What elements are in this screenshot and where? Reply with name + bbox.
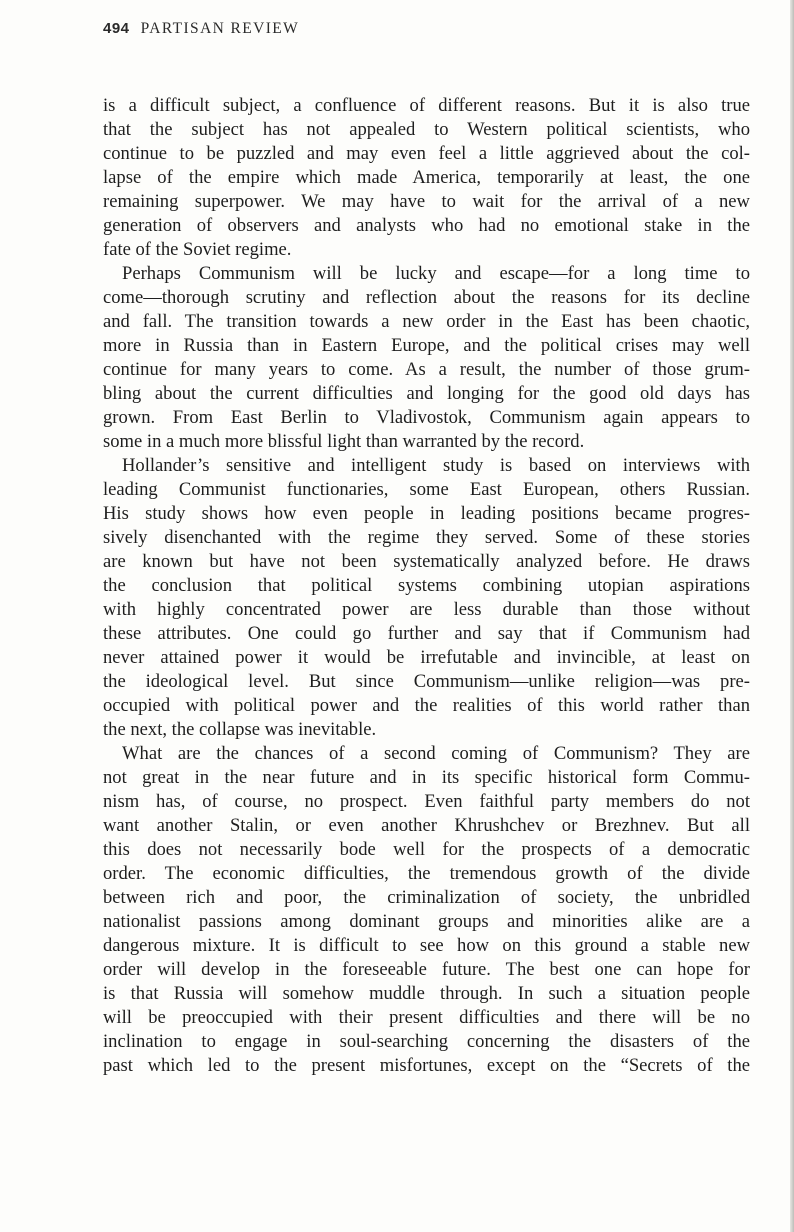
text-line: order. The economic difficulties, the tremendous growth of the divide	[103, 863, 750, 884]
text-line: occupied with political power and the realities of this world rather than	[103, 695, 750, 716]
text-line: Hollander’s sensitive and intelligent study is based on interviews with	[122, 455, 750, 476]
page-number: 494	[103, 20, 130, 37]
text-line: want another Stalin, or even another Khrushchev or Brezhnev. But all	[103, 815, 750, 836]
text-line: leading Communist functionaries, some East European, others Russian.	[103, 479, 750, 500]
text-line: past which led to the present misfortunes, except on the “Secrets of the	[103, 1055, 750, 1076]
page-edge-shadow	[790, 0, 794, 1232]
text-line: the conclusion that political systems combining utopian aspirations	[103, 575, 750, 596]
text-line: nationalist passions among dominant groups and minorities alike are a	[103, 911, 750, 932]
text-line: is that Russia will somehow muddle through. In such a situation people	[103, 983, 750, 1004]
journal-title: PARTISAN REVIEW	[140, 20, 300, 37]
text-line: and fall. The transition towards a new order in the East has been chaotic,	[103, 311, 750, 332]
text-line: Perhaps Communism will be lucky and escape—for a long time to	[122, 263, 750, 284]
paragraph	[103, 262, 750, 454]
paragraph	[103, 742, 750, 1078]
text-line: never attained power it would be irrefutable and invincible, at least on	[103, 647, 750, 668]
text-line: lapse of the empire which made America, temporarily at least, the one	[103, 167, 750, 188]
text-line: the ideological level. But since Communism—unlike religion—was pre-	[103, 671, 750, 692]
running-head	[103, 18, 299, 38]
text-line: come—thorough scrutiny and reflection about the reasons for its decline	[103, 287, 750, 308]
text-line: will be preoccupied with their present difficulties and there will be no	[103, 1007, 750, 1028]
text-line: dangerous mixture. It is difficult to see how on this ground a stable new	[103, 935, 750, 956]
text-line: continue for many years to come. As a result, the number of those grum-	[103, 359, 750, 380]
paragraph	[103, 454, 750, 742]
text-line: fate of the Soviet regime.	[103, 239, 292, 260]
text-line: this does not necessarily bode well for the prospects of a democratic	[103, 839, 750, 860]
text-line: inclination to engage in soul-searching concerning the disasters of the	[103, 1031, 750, 1052]
text-line: order will develop in the foreseeable future. The best one can hope for	[103, 959, 750, 980]
text-line: grown. From East Berlin to Vladivostok, Communism again appears to	[103, 407, 750, 428]
text-line: these attributes. One could go further and say that if Communism had	[103, 623, 750, 644]
text-line: continue to be puzzled and may even feel a little aggrieved about the col-	[103, 143, 750, 164]
text-line: is a difficult subject, a confluence of different reasons. But it is also true	[103, 95, 750, 116]
text-line: with highly concentrated power are less durable than those without	[103, 599, 750, 620]
text-line: some in a much more blissful light than warranted by the record.	[103, 431, 585, 452]
paragraph	[103, 94, 750, 262]
body-text	[103, 94, 750, 1078]
text-line: more in Russia than in Eastern Europe, and the political crises may well	[103, 335, 750, 356]
text-line: the next, the collapse was inevitable.	[103, 719, 377, 740]
text-line: not great in the near future and in its specific historical form Commu-	[103, 767, 750, 788]
text-line: nism has, of course, no prospect. Even faithful party members do not	[103, 791, 750, 812]
text-line: are known but have not been systematically analyzed before. He draws	[103, 551, 750, 572]
text-line: sively disenchanted with the regime they served. Some of these stories	[103, 527, 750, 548]
text-line: remaining superpower. We may have to wait for the arrival of a new	[103, 191, 750, 212]
text-line: His study shows how even people in leading positions became progres-	[103, 503, 750, 524]
text-line: What are the chances of a second coming of Communism? They are	[122, 743, 750, 764]
text-line: bling about the current difficulties and longing for the good old days has	[103, 383, 750, 404]
text-line: generation of observers and analysts who had no emotional stake in the	[103, 215, 750, 236]
text-line: that the subject has not appealed to Western political scientists, who	[103, 119, 750, 140]
text-line: between rich and poor, the criminalization of society, the unbridled	[103, 887, 750, 908]
